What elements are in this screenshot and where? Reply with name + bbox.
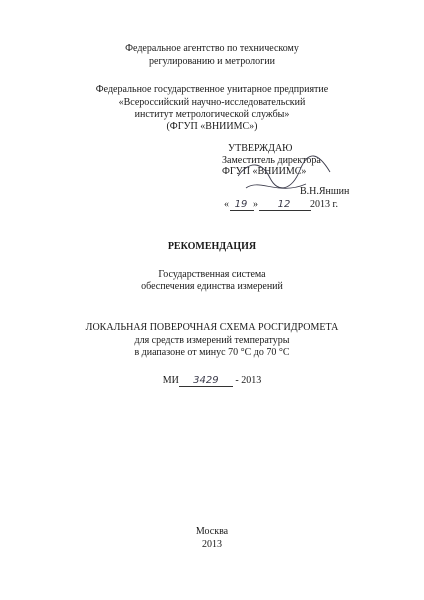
system-line-1: Государственная система — [158, 269, 266, 280]
footer-city: Москва — [195, 526, 229, 537]
date-year: 2013 г. — [310, 199, 338, 210]
date-month-underline — [259, 210, 311, 211]
agency-line-1: Федеральное агентство по техническому — [125, 43, 299, 54]
approval-title: УТВЕРЖДАЮ — [228, 143, 293, 154]
enterprise-line-2: «Всероссийский научно-исследовательский — [118, 97, 306, 108]
approval-position-line-1: Заместитель директора — [222, 155, 321, 166]
date-month: 12 — [277, 199, 291, 210]
document-type: РЕКОМЕНДАЦИЯ — [167, 241, 257, 252]
approval-position-line-2: ФГУП «ВНИИМС» — [222, 166, 307, 177]
date-day-underline — [230, 210, 254, 211]
title-line-1: ЛОКАЛЬНАЯ ПОВЕРОЧНАЯ СХЕМА РОСГИДРОМЕТА — [85, 322, 339, 333]
title-line-3: в диапазоне от минус 70 °С до 70 °С — [134, 347, 290, 358]
approval-signatory: В.Н.Яншин — [300, 186, 350, 197]
enterprise-line-1: Федеральное государственное унитарное предприятие — [95, 84, 329, 95]
footer-year: 2013 — [202, 539, 222, 550]
agency-line-2: регулированию и метрологии — [149, 56, 275, 67]
code-number: 3429 — [179, 375, 233, 387]
code-prefix: МИ — [162, 375, 179, 386]
document-code — [0, 375, 424, 387]
code-suffix: - 2013 — [235, 375, 262, 386]
enterprise-line-4: (ФГУП «ВНИИМС») — [166, 121, 258, 132]
date-quote-close: » — [253, 199, 258, 210]
title-line-2: для средств измерений температуры — [134, 335, 290, 346]
system-line-2: обеспечения единства измерений — [141, 281, 283, 292]
date-quote-open: « — [224, 199, 229, 210]
date-day: 19 — [234, 199, 248, 210]
enterprise-line-3: институт метрологической службы» — [134, 109, 290, 120]
